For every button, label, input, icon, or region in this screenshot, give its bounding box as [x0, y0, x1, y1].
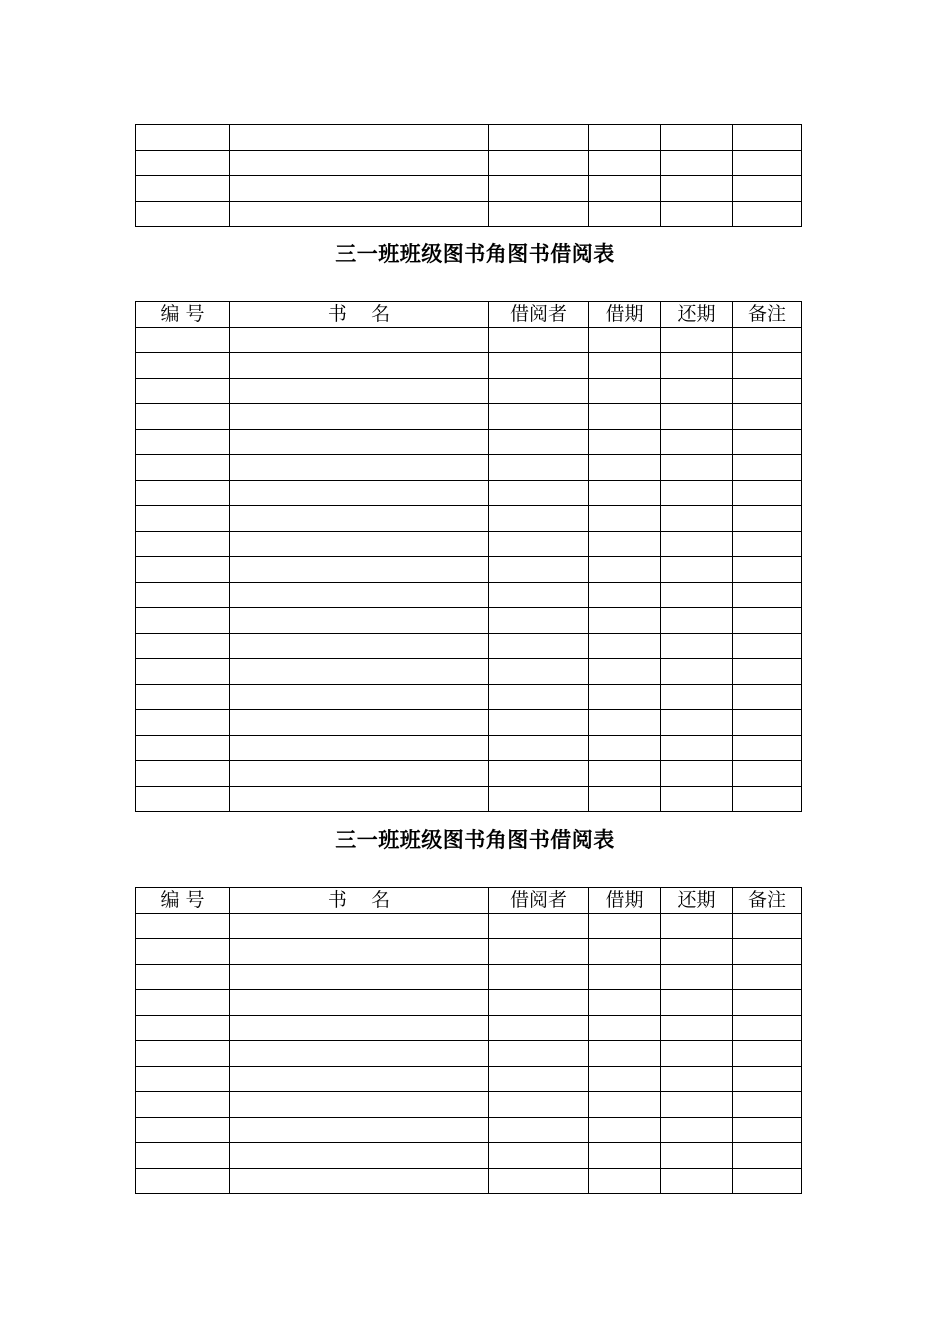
table-row	[136, 939, 802, 965]
table-header-row	[136, 302, 802, 328]
cell-borrower	[489, 378, 589, 404]
cell-remarks	[733, 633, 802, 659]
cell-book-title	[230, 1092, 489, 1118]
cell-number	[136, 404, 230, 430]
table-row	[136, 506, 802, 532]
cell-number	[136, 786, 230, 812]
table-row	[136, 353, 802, 379]
cell-borrow-date	[589, 557, 661, 583]
cell-borrower	[489, 761, 589, 787]
cell-number	[136, 455, 230, 481]
cell-number	[136, 990, 230, 1016]
cell-number	[136, 1066, 230, 1092]
table-row	[136, 1015, 802, 1041]
cell-remarks	[733, 353, 802, 379]
cell-number	[136, 557, 230, 583]
cell-return-date	[661, 608, 733, 634]
cell-number	[136, 659, 230, 685]
table-row	[136, 201, 802, 227]
cell-borrow-date	[589, 582, 661, 608]
cell-borrower	[489, 176, 589, 202]
cell-remarks	[733, 659, 802, 685]
cell-remarks	[733, 557, 802, 583]
cell-number	[136, 1041, 230, 1067]
cell-borrow-date	[589, 125, 661, 151]
cell-return-date	[661, 125, 733, 151]
cell-book-title	[230, 557, 489, 583]
borrow-table-continued	[135, 124, 802, 227]
cell-book-title	[230, 1041, 489, 1067]
cell-borrow-date	[589, 1092, 661, 1118]
col-borrow-date-header: 借期	[589, 888, 661, 914]
col-borrower-header: 借阅者	[489, 302, 589, 328]
table-row	[136, 633, 802, 659]
cell-return-date	[661, 480, 733, 506]
cell-book-title	[230, 150, 489, 176]
cell-return-date	[661, 990, 733, 1016]
cell-borrower	[489, 353, 589, 379]
cell-borrower	[489, 557, 589, 583]
cell-return-date	[661, 531, 733, 557]
cell-borrower	[489, 913, 589, 939]
col-return-date-header: 还期	[661, 302, 733, 328]
cell-remarks	[733, 1117, 802, 1143]
table-row	[136, 455, 802, 481]
cell-borrower	[489, 404, 589, 430]
cell-return-date	[661, 557, 733, 583]
cell-return-date	[661, 1041, 733, 1067]
cell-book-title	[230, 786, 489, 812]
cell-book-title	[230, 990, 489, 1016]
cell-number	[136, 939, 230, 965]
cell-number	[136, 429, 230, 455]
cell-borrow-date	[589, 1066, 661, 1092]
cell-number	[136, 353, 230, 379]
cell-remarks	[733, 1066, 802, 1092]
page-title: 三一班班级图书角图书借阅表	[335, 242, 615, 266]
cell-number	[136, 531, 230, 557]
cell-remarks	[733, 404, 802, 430]
cell-remarks	[733, 176, 802, 202]
table-row	[136, 1041, 802, 1067]
cell-number	[136, 1015, 230, 1041]
cell-borrower	[489, 1092, 589, 1118]
cell-return-date	[661, 378, 733, 404]
cell-borrow-date	[589, 455, 661, 481]
cell-borrow-date	[589, 480, 661, 506]
cell-borrow-date	[589, 990, 661, 1016]
table-row	[136, 125, 802, 151]
cell-remarks	[733, 684, 802, 710]
cell-book-title	[230, 684, 489, 710]
cell-book-title	[230, 1168, 489, 1194]
cell-borrower	[489, 633, 589, 659]
cell-number	[136, 710, 230, 736]
cell-number	[136, 582, 230, 608]
cell-book-title	[230, 480, 489, 506]
cell-return-date	[661, 1066, 733, 1092]
cell-borrower	[489, 964, 589, 990]
cell-return-date	[661, 735, 733, 761]
cell-borrow-date	[589, 1143, 661, 1169]
cell-borrower	[489, 582, 589, 608]
cell-book-title	[230, 582, 489, 608]
cell-return-date	[661, 150, 733, 176]
cell-borrow-date	[589, 150, 661, 176]
cell-borrow-date	[589, 531, 661, 557]
cell-book-title	[230, 327, 489, 353]
table-body	[136, 125, 802, 227]
cell-remarks	[733, 378, 802, 404]
table-row	[136, 964, 802, 990]
cell-borrower	[489, 150, 589, 176]
cell-borrow-date	[589, 506, 661, 532]
table-row	[136, 659, 802, 685]
col-remarks-header: 备注	[733, 302, 802, 328]
cell-remarks	[733, 761, 802, 787]
cell-number	[136, 480, 230, 506]
borrow-table	[135, 301, 802, 812]
cell-borrow-date	[589, 633, 661, 659]
cell-return-date	[661, 1015, 733, 1041]
cell-borrower	[489, 531, 589, 557]
table-row	[136, 1143, 802, 1169]
table-row	[136, 608, 802, 634]
table-row	[136, 761, 802, 787]
cell-borrow-date	[589, 429, 661, 455]
cell-number	[136, 633, 230, 659]
cell-return-date	[661, 913, 733, 939]
cell-return-date	[661, 429, 733, 455]
col-book-title-header: 书 名	[230, 888, 489, 914]
cell-remarks	[733, 1143, 802, 1169]
cell-remarks	[733, 1015, 802, 1041]
table-row	[136, 582, 802, 608]
cell-remarks	[733, 990, 802, 1016]
cell-borrow-date	[589, 327, 661, 353]
cell-borrower	[489, 506, 589, 532]
cell-number	[136, 176, 230, 202]
cell-borrower	[489, 735, 589, 761]
cell-number	[136, 735, 230, 761]
table-row	[136, 990, 802, 1016]
cell-return-date	[661, 1143, 733, 1169]
cell-borrower	[489, 201, 589, 227]
cell-return-date	[661, 176, 733, 202]
cell-borrow-date	[589, 913, 661, 939]
table-row	[136, 1092, 802, 1118]
cell-number	[136, 201, 230, 227]
cell-number	[136, 378, 230, 404]
cell-remarks	[733, 1168, 802, 1194]
cell-remarks	[733, 480, 802, 506]
cell-remarks	[733, 1041, 802, 1067]
cell-borrow-date	[589, 378, 661, 404]
cell-book-title	[230, 404, 489, 430]
cell-remarks	[733, 125, 802, 151]
cell-borrow-date	[589, 735, 661, 761]
table-body	[136, 913, 802, 1194]
cell-remarks	[733, 735, 802, 761]
cell-borrower	[489, 125, 589, 151]
cell-borrow-date	[589, 201, 661, 227]
cell-book-title	[230, 455, 489, 481]
col-return-date-header: 还期	[661, 888, 733, 914]
cell-borrower	[489, 1041, 589, 1067]
cell-return-date	[661, 786, 733, 812]
cell-remarks	[733, 429, 802, 455]
cell-book-title	[230, 710, 489, 736]
cell-book-title	[230, 939, 489, 965]
cell-borrow-date	[589, 1168, 661, 1194]
table-row	[136, 710, 802, 736]
page-title: 三一班班级图书角图书借阅表	[335, 828, 615, 852]
cell-book-title	[230, 176, 489, 202]
cell-borrow-date	[589, 659, 661, 685]
cell-book-title	[230, 633, 489, 659]
cell-remarks	[733, 201, 802, 227]
cell-borrower	[489, 1066, 589, 1092]
cell-borrower	[489, 1143, 589, 1169]
cell-return-date	[661, 506, 733, 532]
table-row	[136, 1066, 802, 1092]
cell-borrower	[489, 786, 589, 812]
cell-remarks	[733, 939, 802, 965]
cell-remarks	[733, 327, 802, 353]
cell-return-date	[661, 633, 733, 659]
cell-borrow-date	[589, 404, 661, 430]
cell-borrow-date	[589, 786, 661, 812]
col-borrower-header: 借阅者	[489, 888, 589, 914]
table-row	[136, 1117, 802, 1143]
table-row	[136, 404, 802, 430]
cell-number	[136, 761, 230, 787]
table-row	[136, 176, 802, 202]
cell-remarks	[733, 150, 802, 176]
cell-return-date	[661, 761, 733, 787]
col-remarks-header: 备注	[733, 888, 802, 914]
cell-remarks	[733, 531, 802, 557]
col-number-header: 编 号	[136, 302, 230, 328]
col-number-header: 编 号	[136, 888, 230, 914]
table-row	[136, 557, 802, 583]
cell-borrower	[489, 429, 589, 455]
cell-number	[136, 150, 230, 176]
cell-number	[136, 1168, 230, 1194]
cell-return-date	[661, 582, 733, 608]
cell-book-title	[230, 608, 489, 634]
cell-book-title	[230, 659, 489, 685]
cell-return-date	[661, 684, 733, 710]
cell-borrow-date	[589, 608, 661, 634]
cell-return-date	[661, 659, 733, 685]
table-row	[136, 913, 802, 939]
cell-remarks	[733, 710, 802, 736]
cell-return-date	[661, 964, 733, 990]
cell-borrower	[489, 480, 589, 506]
cell-book-title	[230, 761, 489, 787]
cell-return-date	[661, 404, 733, 430]
cell-book-title	[230, 1143, 489, 1169]
cell-borrower	[489, 684, 589, 710]
cell-number	[136, 1092, 230, 1118]
cell-borrower	[489, 710, 589, 736]
col-borrow-date-header: 借期	[589, 302, 661, 328]
cell-number	[136, 684, 230, 710]
cell-book-title	[230, 125, 489, 151]
cell-borrow-date	[589, 684, 661, 710]
cell-return-date	[661, 353, 733, 379]
cell-remarks	[733, 608, 802, 634]
cell-return-date	[661, 1117, 733, 1143]
cell-book-title	[230, 913, 489, 939]
cell-number	[136, 506, 230, 532]
cell-book-title	[230, 429, 489, 455]
table-row	[136, 1168, 802, 1194]
cell-book-title	[230, 1015, 489, 1041]
cell-borrower	[489, 1168, 589, 1194]
cell-return-date	[661, 939, 733, 965]
cell-return-date	[661, 710, 733, 736]
cell-book-title	[230, 378, 489, 404]
cell-borrow-date	[589, 1015, 661, 1041]
table-row	[136, 786, 802, 812]
table-row	[136, 480, 802, 506]
table-row	[136, 684, 802, 710]
cell-book-title	[230, 531, 489, 557]
cell-borrower	[489, 1015, 589, 1041]
cell-number	[136, 125, 230, 151]
cell-book-title	[230, 1117, 489, 1143]
table-row	[136, 531, 802, 557]
cell-borrow-date	[589, 1041, 661, 1067]
cell-borrow-date	[589, 761, 661, 787]
cell-remarks	[733, 582, 802, 608]
cell-borrow-date	[589, 353, 661, 379]
cell-borrower	[489, 659, 589, 685]
cell-remarks	[733, 506, 802, 532]
cell-return-date	[661, 455, 733, 481]
table-row	[136, 327, 802, 353]
cell-borrower	[489, 327, 589, 353]
cell-book-title	[230, 201, 489, 227]
cell-remarks	[733, 786, 802, 812]
cell-number	[136, 1143, 230, 1169]
table-body	[136, 327, 802, 812]
col-book-title-header: 书 名	[230, 302, 489, 328]
borrow-table	[135, 887, 802, 1194]
cell-borrow-date	[589, 710, 661, 736]
cell-number	[136, 327, 230, 353]
cell-borrower	[489, 608, 589, 634]
cell-remarks	[733, 913, 802, 939]
cell-borrower	[489, 455, 589, 481]
table-row	[136, 378, 802, 404]
cell-book-title	[230, 735, 489, 761]
cell-number	[136, 964, 230, 990]
cell-return-date	[661, 201, 733, 227]
cell-number	[136, 1117, 230, 1143]
cell-return-date	[661, 1168, 733, 1194]
cell-borrow-date	[589, 939, 661, 965]
table-row	[136, 735, 802, 761]
cell-borrower	[489, 1117, 589, 1143]
cell-borrower	[489, 990, 589, 1016]
cell-number	[136, 608, 230, 634]
table-row	[136, 429, 802, 455]
cell-remarks	[733, 964, 802, 990]
cell-borrow-date	[589, 964, 661, 990]
cell-borrow-date	[589, 176, 661, 202]
cell-number	[136, 913, 230, 939]
cell-remarks	[733, 455, 802, 481]
cell-book-title	[230, 1066, 489, 1092]
cell-borrower	[489, 939, 589, 965]
table-row	[136, 150, 802, 176]
cell-remarks	[733, 1092, 802, 1118]
table-header-row	[136, 888, 802, 914]
cell-return-date	[661, 327, 733, 353]
cell-book-title	[230, 353, 489, 379]
cell-return-date	[661, 1092, 733, 1118]
cell-book-title	[230, 506, 489, 532]
cell-book-title	[230, 964, 489, 990]
cell-borrow-date	[589, 1117, 661, 1143]
